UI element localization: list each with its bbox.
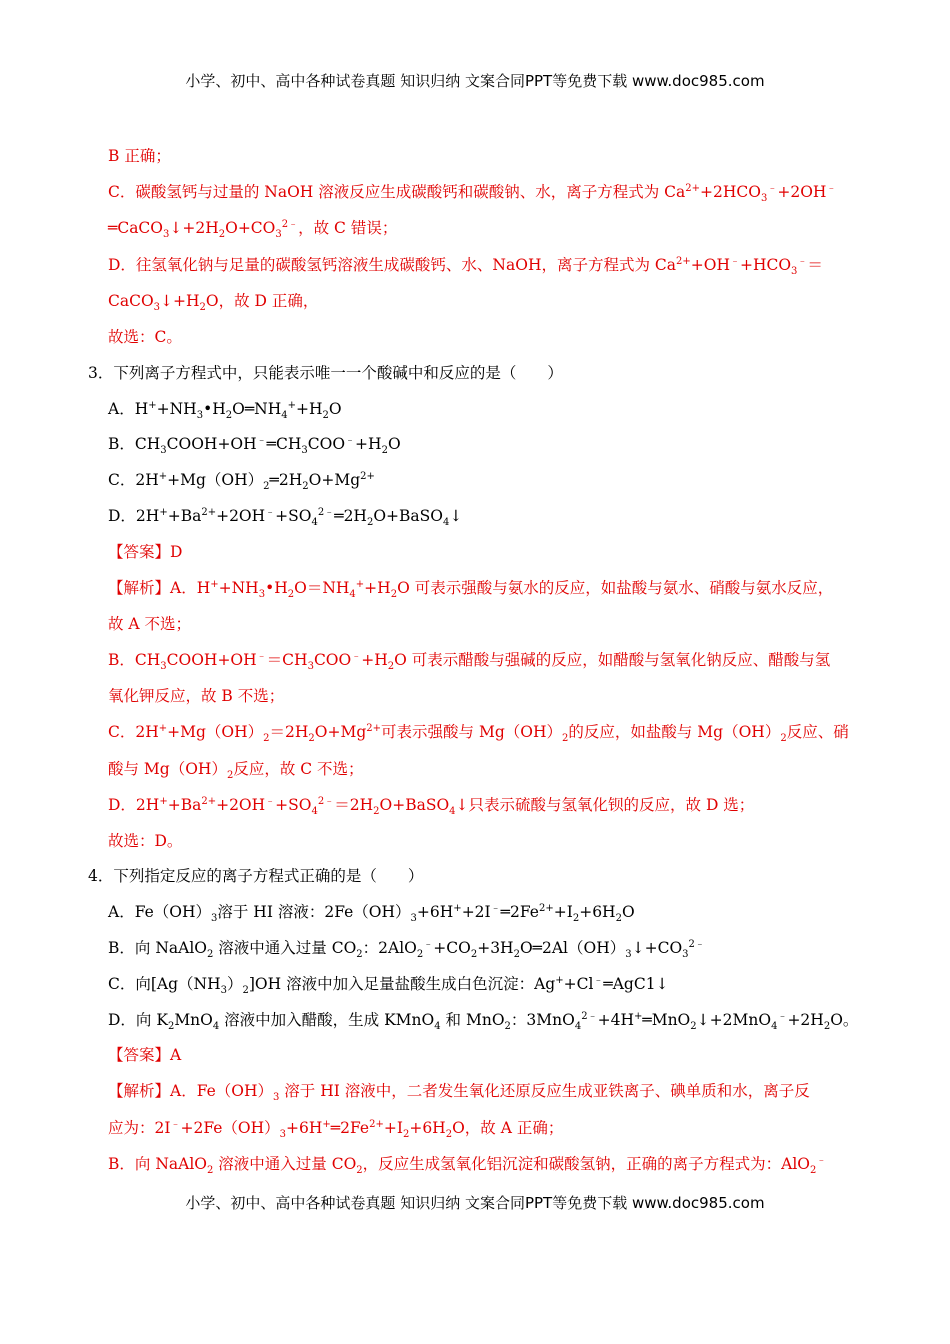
text-line-5: $CaCO_3↓+H_2O$，故 D 正确， [108, 292, 319, 314]
text-line-17: C．$2H^++Mg(OH)_2=2H_2O+Mg^{2+}$可表示强酸与 $Mg(OH)_2$的反应，如盐酸与 $Mg(OH)_2$反应、硝 [108, 722, 849, 745]
text-line-13: 【解析】A．$H^++NH_3•H_2O=NH_4^++H_2O$ 可表示强酸与氨水的反应，如盐酸与氨水、硝酸与氨水反应， [108, 578, 834, 601]
text-line-16: 氧化钾反应，故 B 不选； [108, 687, 285, 705]
text-line-14: 故 A 不选； [108, 615, 192, 633]
text-line-26: 【答案】A [108, 1046, 182, 1064]
text-line-10: C．$2H^++Mg(OH)_2═2H_2O+Mg^{2+}$ [108, 470, 375, 493]
text-line-19: D．$2H^++Ba^{2+}+2OH^﹣+SO_4^{2﹣}=2H_2O+BaSO_4↓$只表示硫酸与氢氧化钡的反应，故 D 选； [108, 795, 755, 818]
text-line-9: B．$CH_3COOH+OH^﹣═CH_3COO^﹣+H_2O$ [108, 434, 401, 457]
text-line-12: 【答案】D [108, 543, 183, 561]
text-line-18: 酸与 $Mg(OH)_2$反应，故 C 不选； [108, 760, 364, 782]
text-line-11: D．$2H^++Ba^{2+}+2OH^﹣+SO_4^{2﹣}═2H_2O+BaSO_4↓$ [108, 506, 463, 529]
text-line-2: C．碳酸氢钙与过量的 NaOH 溶液反应生成碳酸钙和碳酸钠、水，离子方程式为 $Ca^{2+}+2HCO_3^﹣+2OH^﹣$ [108, 182, 837, 205]
text-line-25: D．向 $K_2MnO_4$ 溶液中加入醋酸，生成 KMnO$_4$ 和 MnO$_2$：$3MnO_4^{2﹣}+4H^+═MnO_2↓+2MnO_4^﹣+2H_2O$。 [108, 1010, 859, 1033]
text-line-29: B．向 NaAlO$_2$ 溶液中通入过量 $CO_2$，反应生成氢氧化铝沉淀和碳酸氢钠，正确的离子方程式为：AlO$_2$﹣ [108, 1154, 827, 1177]
text-line-28: 应为：$2I^﹣+2Fe(OH)_3+6H^+═2Fe^{2+}+I_2+6H_2O$，故 A 正确； [108, 1118, 564, 1141]
text-line-8: A．$H^++NH_3•H_2O═NH_4^++H_2O$ [108, 399, 342, 422]
page-footer: 小学、初中、高中各种试卷真题 知识归纳 文案合同PPT等免费下载 www.doc985.com [185, 1194, 765, 1212]
text-line-1: B 正确； [108, 147, 171, 165]
text-line-27: 【解析】A．$Fe(OH)_3$ 溶于 HI 溶液中，二者发生氧化还原反应生成亚铁离子、碘单质和水，离子反 [108, 1082, 810, 1104]
text-line-24: C．向$[Ag(NH_3)_2]OH$ 溶液中加入足量盐酸生成白色沉淀：Ag++Cl﹣═AgC1↓ [108, 974, 669, 997]
text-line-23: B．向 NaAlO$_2$ 溶液中通入过量 $CO_2$：$2AlO_2^﹣+CO_2+3H_2O═2Al(OH)_3↓+CO_3^{2﹣}$ [108, 938, 705, 961]
text-line-7: 3．下列离子方程式中，只能表示唯一一个酸碱中和反应的是（ ） [88, 364, 563, 382]
text-line-3: $═CaCO_3↓+2H_2O+CO_3^{2﹣}$，故 C 错误； [108, 218, 398, 241]
page-header: 小学、初中、高中各种试卷真题 知识归纳 文案合同PPT等免费下载 www.doc985.com [185, 72, 765, 90]
text-line-22: A．$Fe(OH)_3$溶于 HI 溶液：$2Fe(OH)_3+6H^++2I^﹣═2Fe^{2+}+I_2+6H_2O$ [108, 902, 635, 925]
text-line-15: B．$CH_3COOH+OH^﹣=CH_3COO^﹣+H_2O$ 可表示醋酸与强碱的反应，如醋酸与氢氧化钠反应、醋酸与氢 [108, 650, 831, 673]
text-line-6: 故选：C。 [108, 328, 182, 346]
text-line-4: D．往氢氧化钠与足量的碳酸氢钙溶液生成碳酸钙、水、NaOH，离子方程式为 $Ca^{2+}+OH^﹣+HCO_3^﹣=$ [108, 255, 823, 278]
text-line-21: 4．下列指定反应的离子方程式正确的是（ ） [88, 867, 424, 885]
text-line-20: 故选：D。 [108, 832, 183, 850]
